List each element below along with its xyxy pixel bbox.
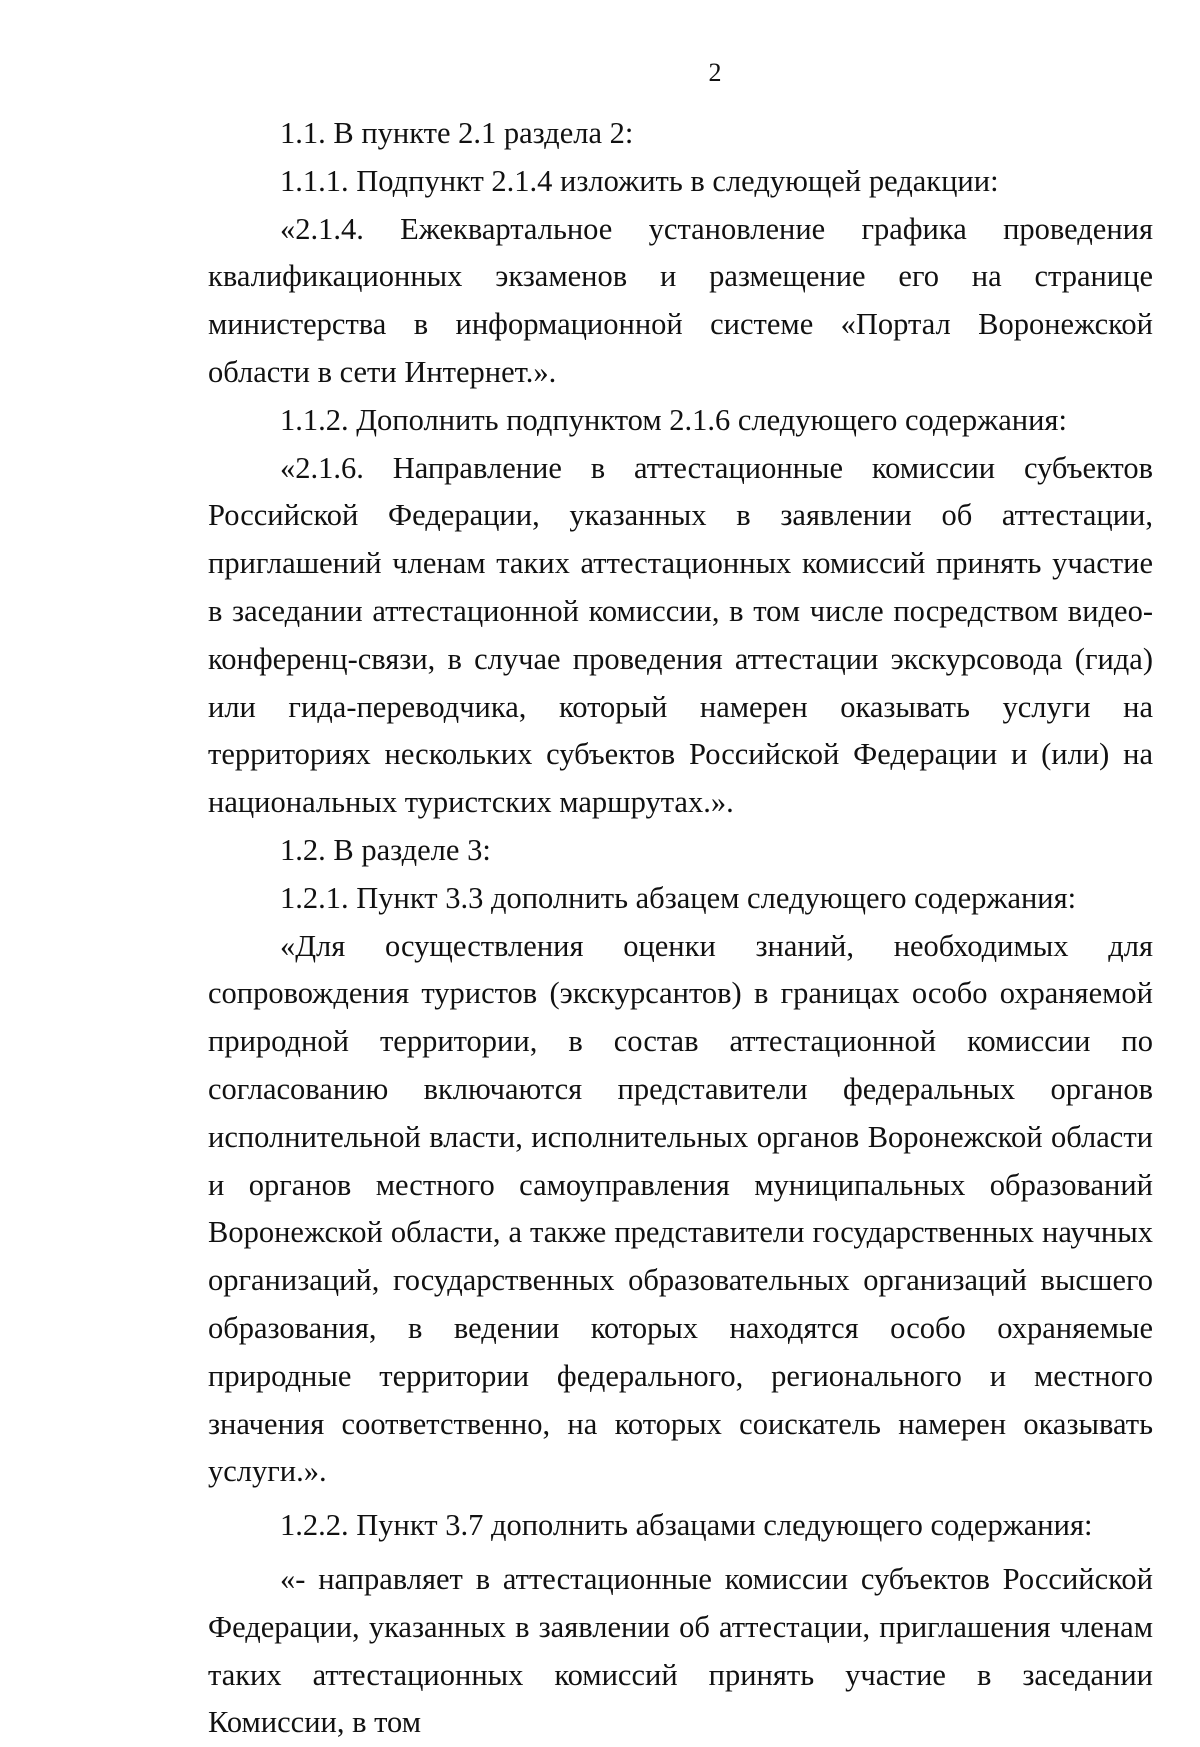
document-body — [208, 110, 1153, 1747]
paragraph-2-1-6-text: «2.1.6. Направление в аттестационные комиссии субъектов Российской Федерации, указанных в заявлении об аттестации, приглашений членам таких аттестационных комиссий принять участие в заседании аттестационной комиссии, в том числе посредством видео-конференц-связи, в случае проведения аттестации экскурсовода (гида) или гида-переводчика, который намерен оказывать услуги на территориях нескольких субъектов Российской Федерации и (или) на национальных туристских маршрутах.». — [208, 450, 1153, 820]
paragraph-3-7-addition: «- направляет в аттестационные комиссии субъектов Российской Федерации, указанных в заявлении об аттестации, приглашения членам таких аттестационных комиссий принять участие в заседании Комиссии, в том — [208, 1561, 1153, 1740]
paragraph-3-3-addition: «Для осуществления оценки знаний, необходимых для сопровождения туристов (экскурсантов) в границах особо охраняемой природной территории, в состав аттестационной комиссии по согласованию включаются представители федеральных органов исполнительной власти, исполнительных органов Воронежской области и органов местного самоуправления муниципальных образований Воронежской области, а также представители государственных научных организаций, государственных образовательных организаций высшего образования, в ведении которых находятся особо охраняемые природные территории федерального, регионального и местного значения соответственно, на которых соискатель намерен оказывать услуги.». — [208, 928, 1153, 1489]
paragraph-1-1: 1.1. В пункте 2.1 раздела 2: — [280, 116, 634, 150]
paragraph-1-2-2: 1.2.2. Пункт 3.7 дополнить абзацами следующего содержания: — [280, 1508, 1093, 1543]
page-number: 2 — [708, 58, 722, 87]
paragraph-1-1-2: 1.1.2. Дополнить подпунктом 2.1.6 следующего содержания: — [280, 402, 1067, 437]
paragraph-1-2-1: 1.2.1. Пункт 3.3 дополнить абзацем следующего содержания: — [280, 880, 1077, 915]
paragraph-2-1-4-text: «2.1.4. Ежеквартальное установление графика проведения квалификационных экзаменов и размещение его на странице министерства в информационной системе «Портал Воронежской области в сети Интернет.». — [208, 211, 1153, 389]
paragraph-1-1-1: 1.1.1. Подпункт 2.1.4 изложить в следующей редакции: — [280, 163, 999, 198]
paragraph-1-2: 1.2. В разделе 3: — [280, 832, 491, 867]
